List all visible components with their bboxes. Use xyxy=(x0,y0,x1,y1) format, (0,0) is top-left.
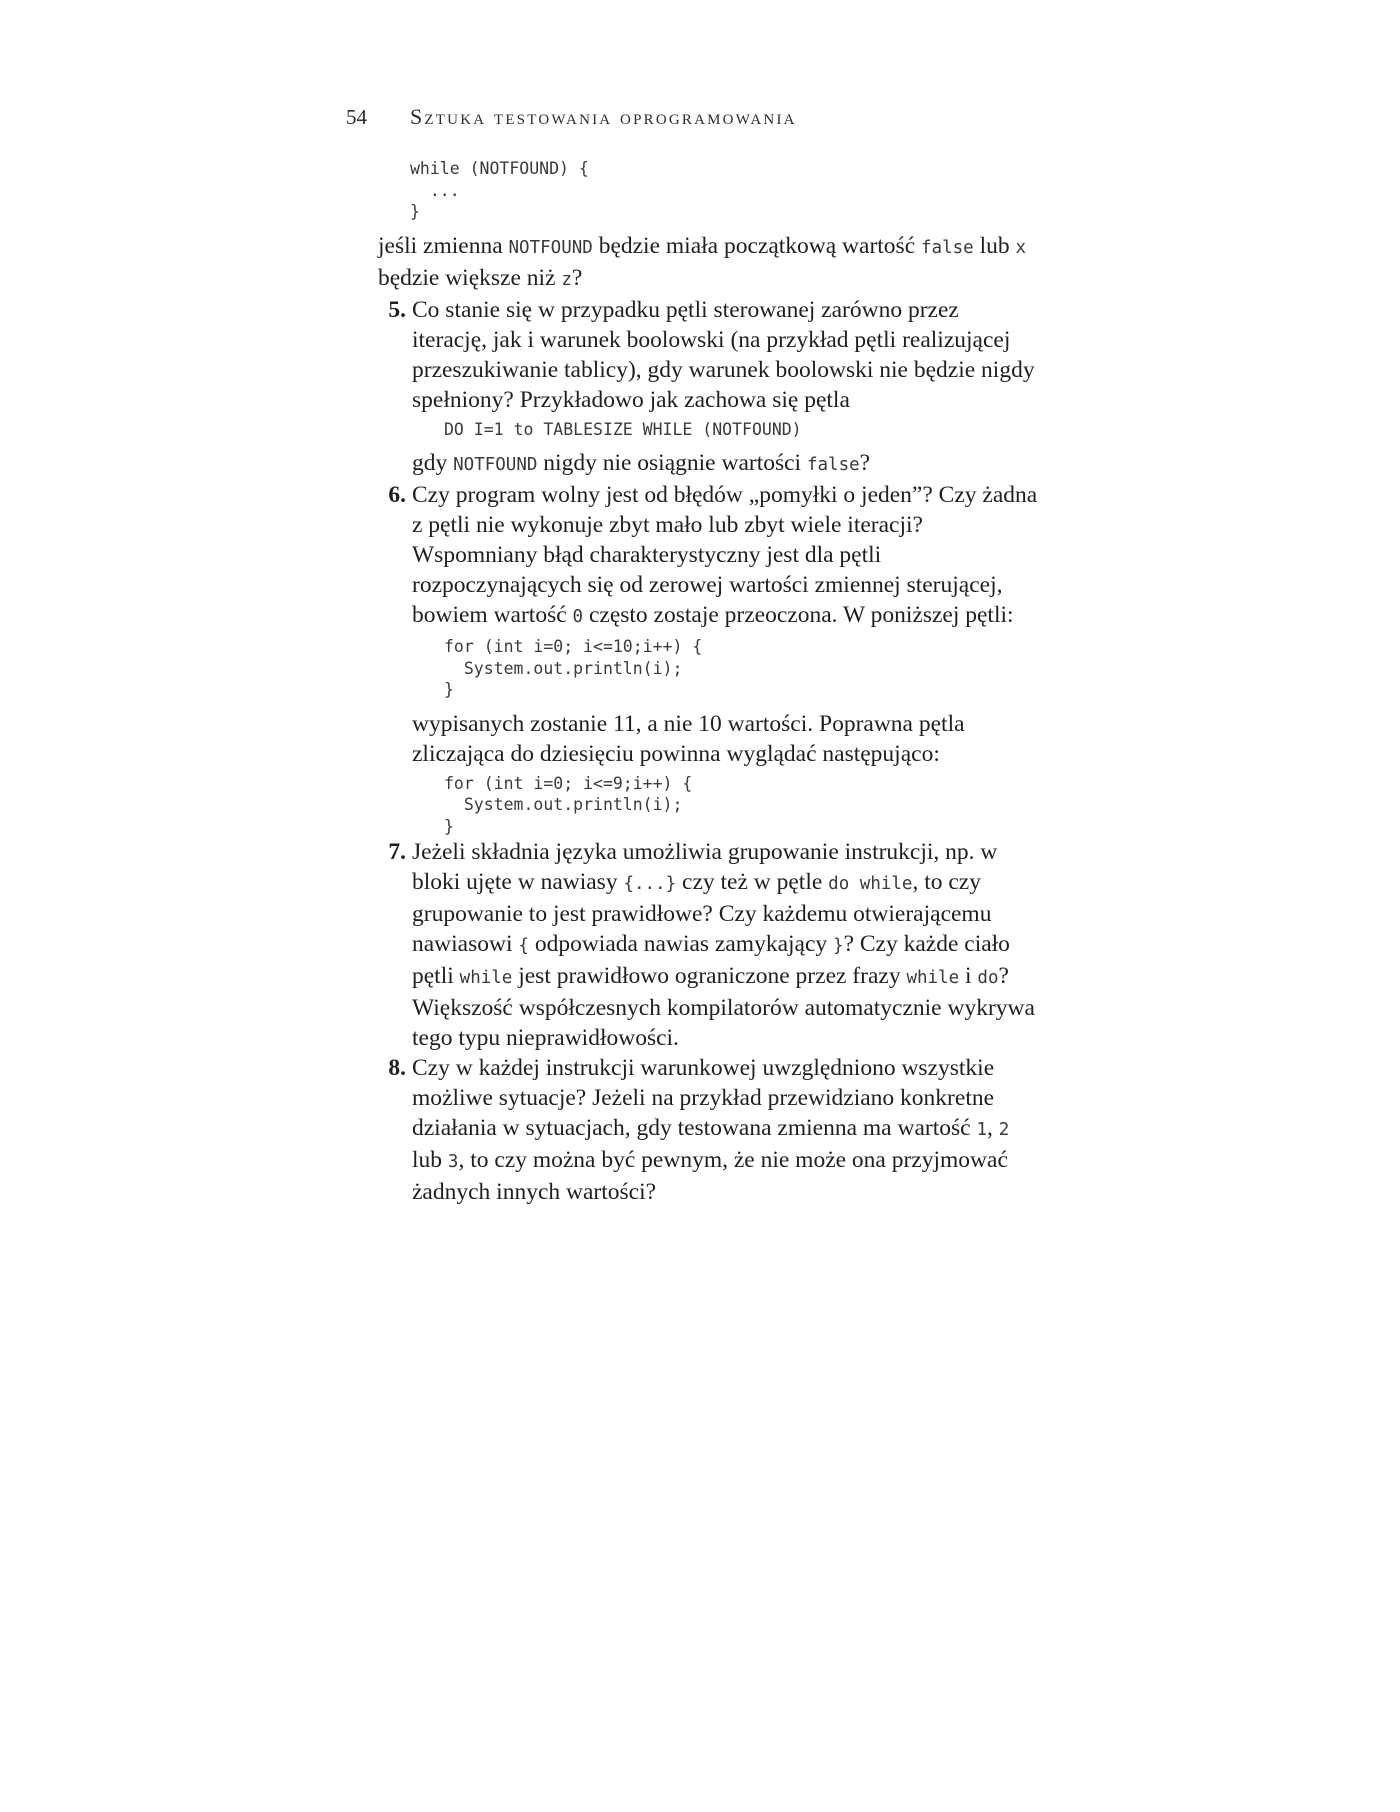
item-text xyxy=(412,480,1038,632)
inline-code: { xyxy=(518,936,529,956)
text: czy też w pętle xyxy=(676,869,829,895)
inline-code: while xyxy=(906,968,960,988)
text: często zostaje przeoczona. W poniższej pętli: xyxy=(583,602,1014,628)
inline-code: } xyxy=(833,936,844,956)
text: Jeżeli składnia języka umożliwia grupowanie instrukcji, np. w bloki ujęte w nawiasy xyxy=(412,839,998,895)
item-number: 6. xyxy=(388,482,406,508)
text: ? Czy każde ciało pętli xyxy=(412,931,1010,989)
inline-code: z xyxy=(561,269,572,290)
page-content xyxy=(378,158,1038,1207)
list-item-8 xyxy=(378,1053,1038,1207)
text: lub xyxy=(412,1147,448,1173)
inline-code: 0 xyxy=(572,607,584,627)
list-item-6 xyxy=(378,480,1038,837)
inline-code: 2 xyxy=(998,1120,1010,1140)
inline-code: NOTFOUND xyxy=(508,237,593,258)
inline-code: do while xyxy=(828,874,913,894)
item-text xyxy=(412,837,1038,1053)
text: lub xyxy=(973,232,1016,259)
item-number: 7. xyxy=(388,839,406,865)
item-text-after xyxy=(412,448,1038,480)
text: ? Większość współczesnych kompilatorów automatycznie wykrywa tego typu nieprawidłowości. xyxy=(412,963,1035,1051)
text: gdy xyxy=(412,450,454,476)
intro-paragraph xyxy=(378,231,1038,295)
inline-code: 3 xyxy=(447,1152,459,1172)
page-number: 54 xyxy=(346,105,367,129)
list-item-5 xyxy=(378,295,1038,481)
text: jest prawidłowo ograniczone przez frazy xyxy=(512,963,907,989)
item-text-mid: wypisanych zostanie 11, a nie 10 wartości. Poprawna pętla zliczająca do dziesięciu powinna wyglądać następująco: xyxy=(412,710,965,767)
code-block-for-10: for (int i=0; i<=10;i++) { System.out.println(i); } xyxy=(444,637,703,699)
text: , to czy można być pewnym, że nie może ona przyjmować żadnych innych wartości? xyxy=(412,1147,1008,1205)
code-block-while: while (NOTFOUND) { ... } xyxy=(410,159,589,221)
text: ? xyxy=(571,264,583,291)
inline-code: {...} xyxy=(623,874,677,894)
code-block-for-9: for (int i=0; i<=9;i++) { System.out.println(i); } xyxy=(444,773,693,836)
item-number: 5. xyxy=(388,296,406,323)
text: będzie miała początkową wartość xyxy=(592,232,922,259)
text: jeśli zmienna xyxy=(378,232,509,259)
book-title: Sztuka testowania oprogramowania xyxy=(410,104,797,129)
text: odpowiada nawias zamykający xyxy=(528,931,834,957)
inline-code: false xyxy=(921,237,974,258)
running-head xyxy=(346,104,797,130)
text: będzie większe niż xyxy=(378,264,562,291)
inline-code: do xyxy=(977,968,999,988)
text: i xyxy=(959,963,978,989)
code-block-do-loop: DO I=1 to TABLESIZE WHILE (NOTFOUND) xyxy=(444,419,802,439)
item-number: 8. xyxy=(388,1055,406,1081)
text: Czy program wolny jest od błędów „pomyłki o jeden”? Czy żadna z pętli nie wykonuje zbyt mało lub zbyt wiele iteracji? Wspomniany błąd charakterystyczny jest dla pętli rozpoczynających się od zerowej wartości zmiennej sterującej, bowiem wartość xyxy=(412,482,1038,628)
inline-code: false xyxy=(806,455,860,475)
list-item-7 xyxy=(378,837,1038,1053)
text: , to czy grupowanie to jest prawidłowe? Czy każdemu otwierającemu nawiasowi xyxy=(412,869,992,957)
inline-code: while xyxy=(459,968,513,988)
item-text: Co stanie się w przypadku pętli sterowanej zarówno przez iterację, jak i warunek boolowski (na przykład pętli realizującej przeszukiwanie tablicy), gdy warunek boolowski nie będzie nigdy spełniony? Przykładowo jak zachowa się pętla xyxy=(412,296,1035,413)
text: , xyxy=(986,1115,999,1141)
inline-code: 1 xyxy=(976,1120,987,1140)
text: ? xyxy=(859,450,871,476)
inline-code: x xyxy=(1015,237,1027,258)
text: Czy w każdej instrukcji warunkowej uwzględniono wszystkie możliwe sytuacje? Jeżeli na przykład przewidziano konkretne działania w sytuacjach, gdy testowana zmienna ma wartość xyxy=(412,1055,995,1141)
text: nigdy nie osiągnie wartości xyxy=(537,450,807,476)
inline-code: NOTFOUND xyxy=(453,455,538,475)
item-text xyxy=(412,1053,1038,1207)
